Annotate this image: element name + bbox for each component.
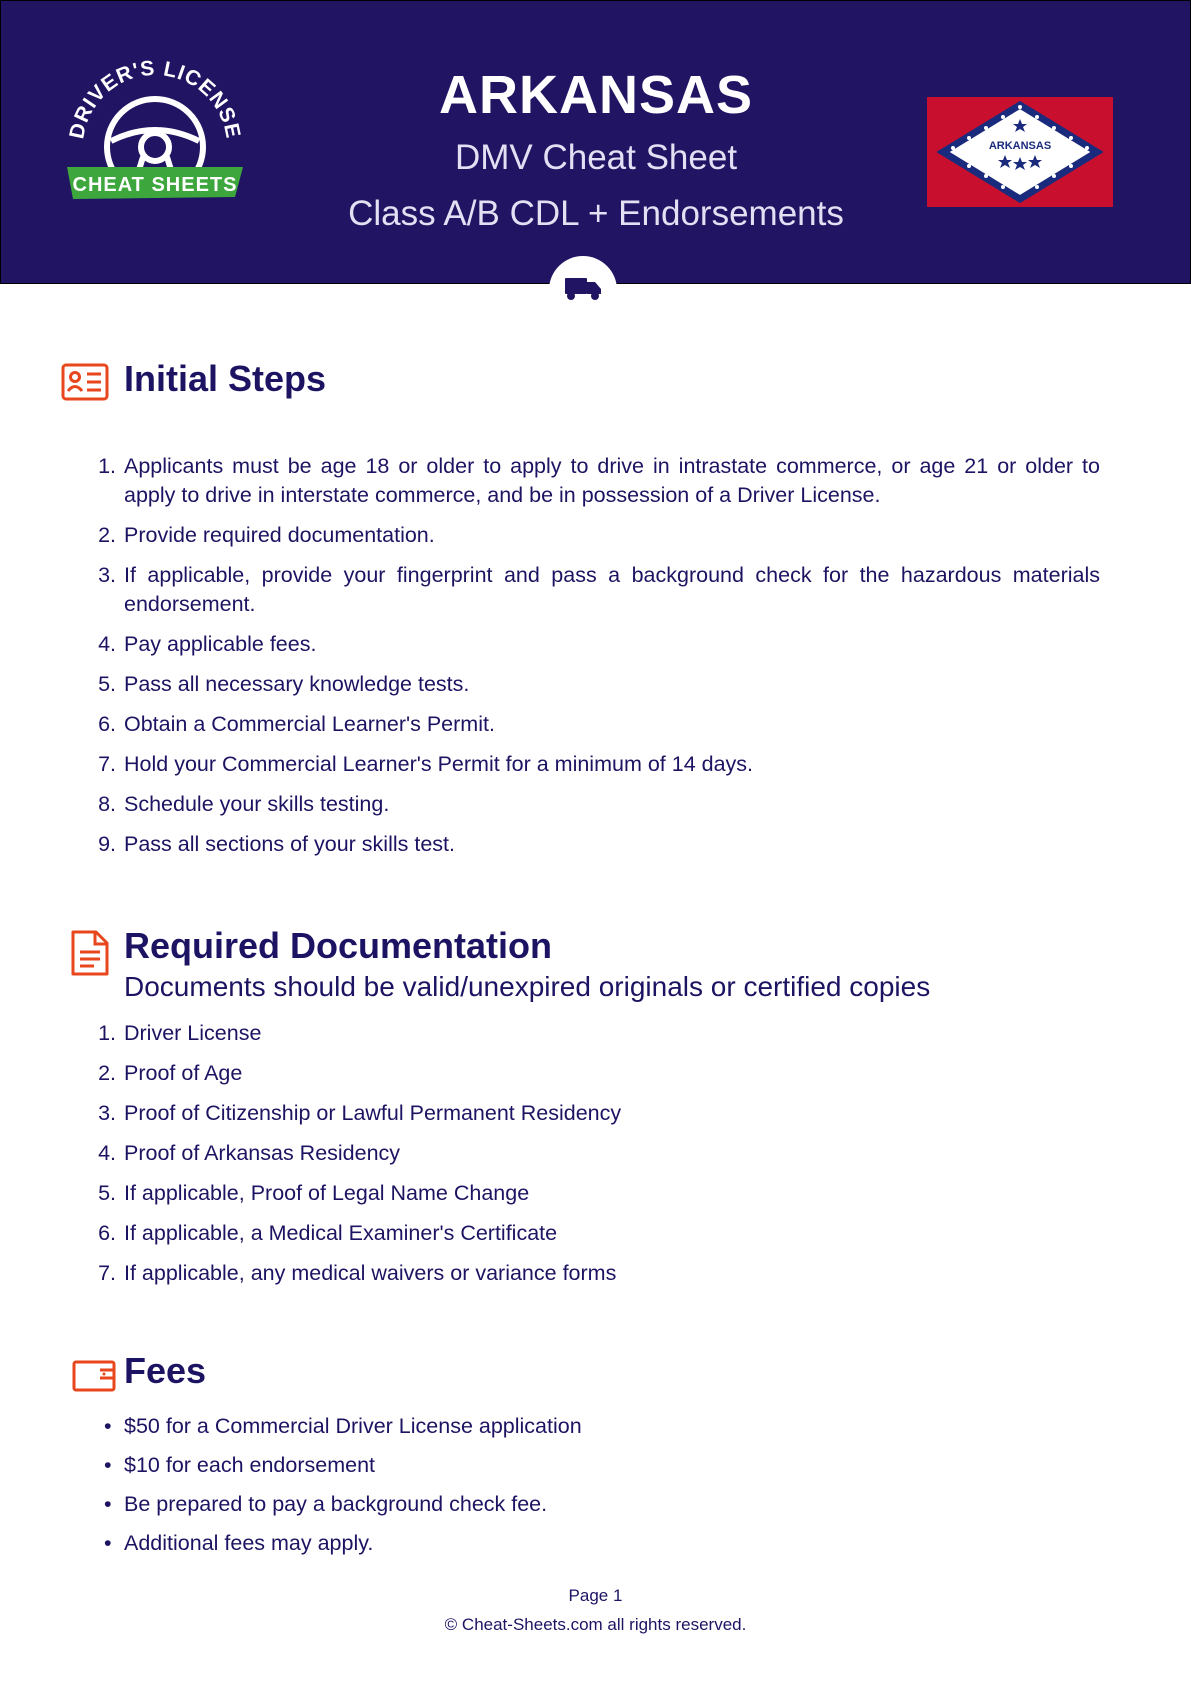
list-item: 4. Pay applicable fees.: [98, 632, 317, 656]
list-item: 4. Proof of Arkansas Residency: [98, 1141, 401, 1165]
page-header: [0, 0, 1191, 284]
list-item: 9. Pass all sections of your skills test.: [98, 832, 455, 856]
list-item: • $10 for each endorsement: [104, 1453, 375, 1477]
list-item: 6. If applicable, a Medical Examiner's Certificate: [98, 1221, 558, 1245]
list-item: 1. Driver License: [98, 1021, 262, 1045]
cheat-sheet-subtitle: DMV Cheat Sheet: [454, 138, 738, 177]
list-item: 7. If applicable, any medical waivers or variance forms: [98, 1261, 617, 1285]
logo-banner-text: CHEAT SHEETS: [72, 174, 238, 196]
id-card-icon: [60, 358, 110, 408]
document-icon: [64, 928, 114, 978]
drivers-license-logo: [63, 49, 247, 219]
page-number: Page 1: [568, 1586, 623, 1605]
initial-steps-list: [98, 452, 1100, 870]
fees-list: [104, 1412, 1100, 1568]
list-item: 6. Obtain a Commercial Learner's Permit.: [98, 712, 495, 736]
list-item: 7. Hold your Commercial Learner's Permit for a minimum of 14 days.: [98, 752, 754, 776]
copyright-notice: © Cheat-Sheets.com all rights reserved.: [444, 1615, 747, 1634]
state-title: ARKANSAS: [438, 65, 754, 125]
list-item: 2. Proof of Age: [98, 1061, 243, 1085]
flag-text: ARKANSAS: [988, 140, 1052, 152]
initial-steps-title: Initial Steps: [124, 358, 327, 399]
list-item: 2. Provide required documentation.: [98, 523, 435, 547]
list-item: • $50 for a Commercial Driver License application: [104, 1414, 582, 1438]
license-class-subtitle: Class A/B CDL + Endorsements: [348, 194, 844, 233]
required-documentation-list: [98, 1019, 1100, 1299]
list-item: 5. Pass all necessary knowledge tests.: [98, 672, 470, 696]
list-item: 1. Applicants must be age 18 or older to apply to drive in intrastate commerce, or age 21 or older to apply to drive in interstate commerce, and be in possession of a Driver License.: [98, 454, 1100, 507]
required-documentation-subtitle: Documents should be valid/unexpired originals or certified copies: [124, 971, 931, 1002]
list-item: 5. If applicable, Proof of Legal Name Change: [98, 1181, 530, 1205]
list-item: 3. If applicable, provide your fingerprint and pass a background check for the hazardous materials endorsement.: [98, 563, 1100, 616]
list-item: • Be prepared to pay a background check fee.: [104, 1492, 548, 1516]
required-documentation-title: Required Documentation: [124, 925, 553, 966]
fees-title: Fees: [124, 1350, 207, 1391]
list-item: • Additional fees may apply.: [104, 1531, 374, 1555]
wallet-icon: [70, 1350, 120, 1400]
logo-top-text: DRIVER'S LICENSE: [65, 56, 245, 141]
arkansas-flag: [927, 97, 1113, 207]
truck-badge-icon: [549, 256, 617, 324]
header-title-block: [271, 63, 921, 235]
list-item: 8. Schedule your skills testing.: [98, 792, 390, 816]
list-item: 3. Proof of Citizenship or Lawful Permanent Residency: [98, 1101, 622, 1125]
